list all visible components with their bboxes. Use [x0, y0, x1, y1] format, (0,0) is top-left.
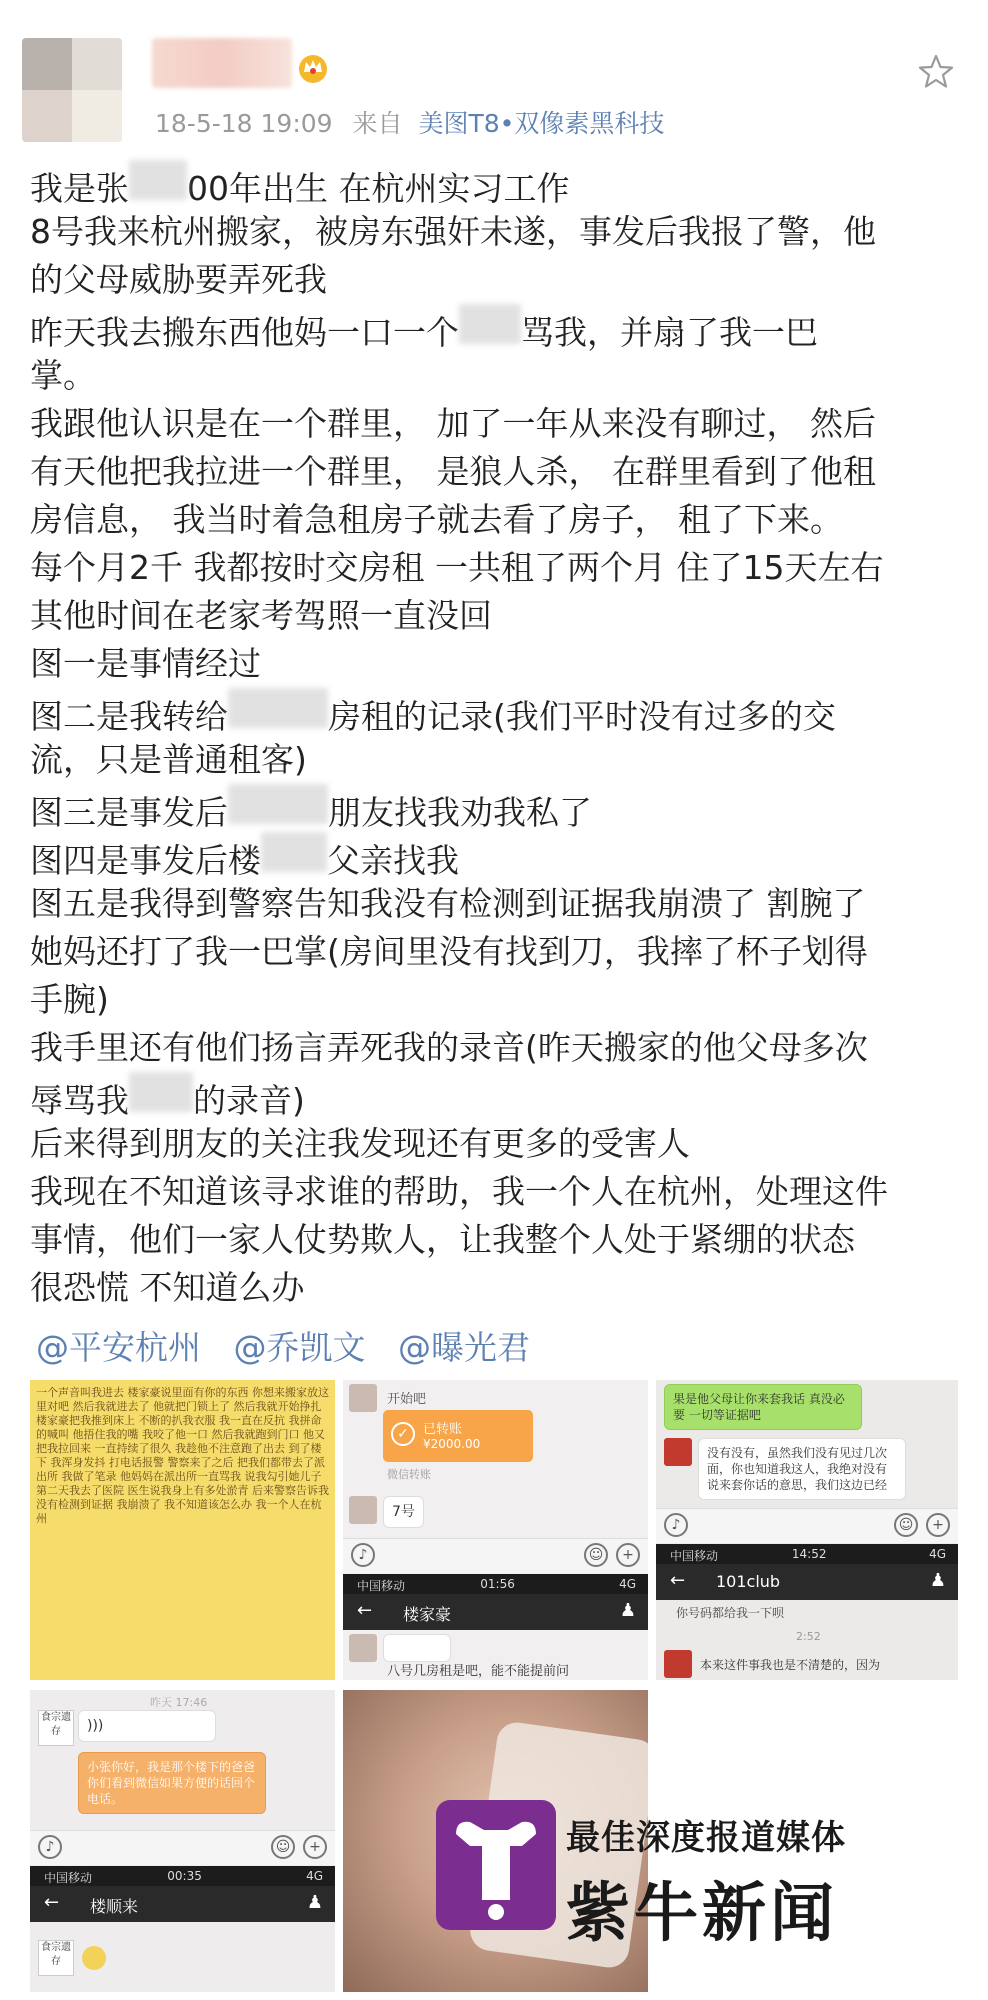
chat-title: 101club [716, 1572, 781, 1591]
source-prefix: 来自 [352, 109, 403, 138]
voice-icon[interactable]: ♪ [351, 1543, 375, 1567]
carrier-label: 中国移动 [670, 1549, 719, 1563]
post-text-segment: 我是张 [30, 169, 129, 208]
zi-niu-logo-icon [436, 1800, 556, 1930]
post-text-segment: 流，只是普通租客) [30, 740, 307, 779]
post-text-line [30, 544, 960, 592]
username-blurred[interactable] [152, 38, 292, 88]
post-text-line [30, 160, 960, 208]
post-text-line [30, 1120, 960, 1168]
message-text: 本来这件事我也是不清楚的，因为 [700, 1658, 881, 1672]
mentions [36, 1322, 552, 1369]
post-text-line [30, 1024, 960, 1072]
post-text-line [30, 832, 960, 880]
post-text-line [30, 208, 960, 256]
plus-icon[interactable]: + [926, 1513, 950, 1537]
avatar [349, 1384, 377, 1412]
post-text-segment: 图一是事情经过 [30, 644, 261, 683]
watermark-brand: 紫牛新闻 [566, 1877, 838, 1951]
transfer-status: 已转账 [423, 1422, 463, 1437]
post-text-segment: 房信息， 我当时着急租房子就去看了房子， 租了下来。 [30, 500, 843, 539]
chat-title-bar [343, 1594, 648, 1630]
plus-icon[interactable]: + [303, 1835, 327, 1859]
avatar: 食宗遗存 [38, 1940, 74, 1976]
avatar [349, 1634, 377, 1662]
watermark-tagline: 最佳深度报道媒体 [566, 1818, 846, 1858]
post-text-line [30, 1072, 960, 1120]
chat-time: 昨天 17:46 [150, 1696, 208, 1709]
avatar [664, 1650, 692, 1678]
message-bubble: 果是他父母让你来套我话 真没必要 一切等证据吧 [664, 1384, 862, 1430]
top-label: 开始吧 [387, 1392, 427, 1407]
post-text-line [30, 784, 960, 832]
transfer-amount: ¥2000.00 [423, 1437, 481, 1451]
statement-text: 一个声音叫我进去 楼家豪说里面有你的东西 你想来搬家放这里对吧 然后我就进去了 他就把门锁上了 然后我就开始挣扎 楼家豪把我推到床上 不断的扒我衣服 我一直在反抗 我拼命的喊叫 他捂住我的嘴 我咬了他一口 然后我就跑到门口 他又把我拉回来 一直持续了很久 我趁他不注意跑了出去 到了楼下 我浑身发抖 打电话报警 警察来了之后 把我们都带去了派出所 我做了笔录 他妈妈在派出所一直骂我 说我勾引她儿子 第二天我去了医院 医生说我身上有多处淤青 后来警察告诉我 没有检测到证据 我崩溃了 我不知道该怎么办 我一个人在杭州 [36, 1386, 329, 1525]
post-text-segment: 掌。 [30, 356, 96, 395]
chat-time: 2:52 [796, 1630, 821, 1643]
post-text-segment: 父亲找我 [327, 841, 459, 880]
post-text-segment: 我手里还有他们扬言弄死我的录音(昨天搬家的他父母多次 [30, 1028, 868, 1067]
image-4-father-chat[interactable] [30, 1690, 335, 1992]
post-text-line [30, 880, 960, 928]
post-text-line [30, 1216, 960, 1264]
emoji-icon[interactable]: ☺ [894, 1513, 918, 1537]
post-text-line [30, 688, 960, 736]
status-time: 01:56 [480, 1577, 515, 1591]
post-timestamp: 18-5-18 19:09 [155, 109, 333, 138]
voice-message-bubble: ))) [78, 1710, 216, 1742]
carrier-label: 中国移动 [44, 1871, 93, 1885]
post-text-segment: 8号我来杭州搬家，被房东强奸未遂，事发后我报了警，他 [30, 212, 876, 251]
post-text-segment: 她妈还打了我一巴掌(房间里没有找到刀，我摔了杯子划得 [30, 932, 868, 971]
back-arrow-icon[interactable]: ← [357, 1600, 373, 1621]
post-text-segment: 我跟他认识是在一个群里， 加了一年从来没有聊过， 然后 [30, 404, 876, 443]
mention-link[interactable]: @乔凯文 [233, 1328, 366, 1367]
status-time: 14:52 [791, 1547, 827, 1561]
chat-input-bar [343, 1538, 648, 1573]
chat-title-bar [656, 1564, 958, 1600]
post-text-line [30, 304, 960, 352]
chat-title-bar [30, 1886, 335, 1922]
post-text-line [30, 400, 960, 448]
post-text-segment: 的父母威胁要弄死我 [30, 260, 327, 299]
network-label: 4G [306, 1869, 323, 1883]
post-text-line [30, 352, 960, 400]
status-bar [656, 1544, 958, 1564]
post-text-line [30, 592, 960, 640]
post-text-segment: 朋友找我劝我私了 [328, 793, 592, 832]
post-text-segment: 骂我，并扇了我一巴 [521, 313, 818, 352]
post-text-segment: 图五是我得到警察告知我没有检测到证据我崩溃了 割腕了 [30, 884, 866, 923]
network-label: 4G [619, 1577, 636, 1591]
post-text-segment: 图四是事发后楼 [30, 841, 261, 880]
post-text-segment: 后来得到朋友的关注我发现还有更多的受害人 [30, 1124, 690, 1163]
profile-icon[interactable]: ♟ [619, 1600, 636, 1621]
post-text-segment: 有天他把我拉进一个群里， 是狼人杀， 在群里看到了他租 [30, 452, 876, 491]
status-bar [30, 1866, 335, 1886]
transfer-footer: 微信转账 [387, 1468, 431, 1481]
post-text-line [30, 496, 960, 544]
message-text: 八号几房租是吧，能不能提前问 [387, 1664, 570, 1679]
post-text-segment: 辱骂我 [30, 1081, 129, 1120]
post-text-segment: 的录音) [193, 1081, 305, 1120]
post-text-line [30, 256, 960, 304]
avatar[interactable] [22, 38, 122, 142]
post-text-segment: 每个月2千 我都按时交房租 一共租了两个月 住了15天左右 [30, 548, 884, 587]
post-text-segment: 图三是事发后 [30, 793, 228, 832]
source-device-link[interactable]: 美图T8•双像素黑科技 [418, 109, 665, 138]
crown-icon [296, 50, 330, 84]
carrier-label: 中国移动 [357, 1579, 406, 1593]
chat-title: 楼家豪 [403, 1605, 452, 1624]
post-text-segment: 我现在不知道该寻求谁的帮助，我一个人在杭州，处理这件 [30, 1172, 888, 1211]
redacted-name-blur [129, 160, 187, 200]
post-text-line [30, 448, 960, 496]
post-text-line [30, 1168, 960, 1216]
mention-link[interactable]: @平安杭州 [36, 1328, 201, 1367]
message-bubble: 7号 [383, 1496, 424, 1528]
redacted-name-blur [228, 784, 328, 824]
redacted-name-blur [228, 688, 328, 728]
post-meta [155, 104, 664, 140]
post-text-segment: 昨天我去搬东西他妈一口一个 [30, 313, 459, 352]
check-icon: ✓ [391, 1422, 415, 1446]
emoji-icon[interactable]: ☺ [584, 1543, 608, 1567]
favorite-star-icon[interactable] [916, 52, 956, 92]
voice-icon[interactable]: ♪ [38, 1835, 62, 1859]
status-bar [343, 1574, 648, 1594]
profile-icon[interactable]: ♟ [306, 1892, 323, 1913]
transfer-card [383, 1410, 533, 1462]
post-text-segment: 其他时间在老家考驾照一直没回 [30, 596, 492, 635]
redacted-name-blur [129, 1072, 193, 1112]
post-body [30, 160, 960, 1312]
post-text-line [30, 976, 960, 1024]
mention-link[interactable]: @曝光君 [398, 1328, 530, 1367]
redacted-name-blur [459, 304, 521, 344]
status-time: 00:35 [167, 1869, 202, 1883]
avatar: 食宗遗存 [38, 1710, 74, 1746]
message-bubble: 没有没有，虽然我们没有见过几次面，你也知道我这人，我绝对没有说来套你话的意思，我们这边已经 [698, 1438, 906, 1500]
post-text-line [30, 1264, 960, 1312]
image-3-friend-chat[interactable] [656, 1380, 958, 1680]
message-bubble: 小张你好，我是那个楼下的爸爸 你们看到微信如果方便的话回个电话。 [78, 1752, 266, 1814]
post-text-segment: 00年出生 在杭州实习工作 [187, 169, 570, 208]
post-text-segment: 手腕) [30, 980, 109, 1019]
redacted-name-blur [261, 832, 327, 872]
image-1-statement[interactable] [30, 1380, 335, 1680]
message-bubble [383, 1634, 451, 1662]
post-text-segment: 图二是我转给 [30, 697, 228, 736]
back-arrow-icon[interactable]: ← [670, 1570, 686, 1591]
chat-input-bar [30, 1830, 335, 1865]
avatar [349, 1496, 377, 1524]
brand-watermark [436, 1690, 988, 1990]
post-text-segment: 很恐慌 不知道么办 [30, 1268, 305, 1307]
chat-title: 楼顺来 [90, 1897, 139, 1916]
post-text-segment: 事情，他们一家人仗势欺人，让我整个人处于紧绷的状态 [30, 1220, 855, 1259]
emoji-icon[interactable]: ☺ [271, 1835, 295, 1859]
emoji-sticker-icon [82, 1946, 106, 1970]
post-text-line [30, 928, 960, 976]
chat-input-bar [656, 1508, 958, 1543]
avatar [664, 1438, 692, 1466]
post-header [0, 0, 988, 150]
message-text: 你号码都给我一下呗 [676, 1606, 785, 1620]
voice-icon[interactable]: ♪ [664, 1513, 688, 1537]
back-arrow-icon[interactable]: ← [44, 1892, 60, 1913]
post-text-segment: 房租的记录(我们平时没有过多的交 [328, 697, 836, 736]
post-text-line [30, 640, 960, 688]
post-text-line [30, 736, 960, 784]
profile-icon[interactable]: ♟ [929, 1570, 946, 1591]
plus-icon[interactable]: + [616, 1543, 640, 1567]
image-2-transfer-chat[interactable] [343, 1380, 648, 1680]
network-label: 4G [929, 1547, 946, 1561]
